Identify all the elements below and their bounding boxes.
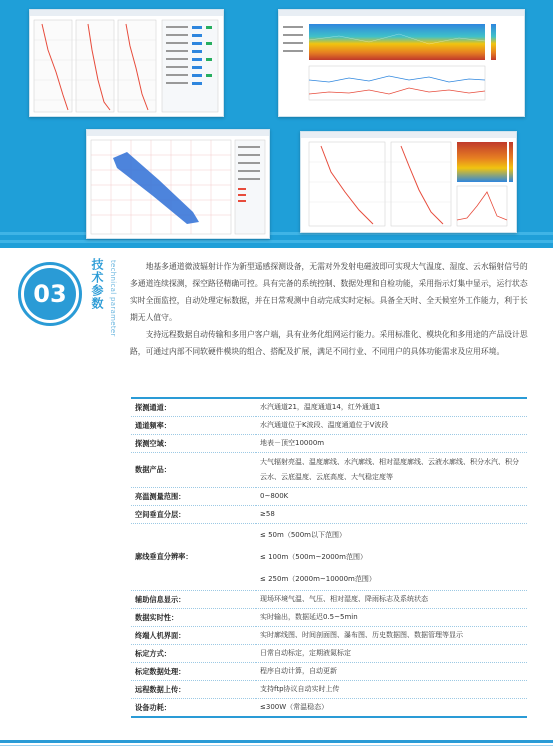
footer-rule xyxy=(0,740,553,743)
table-row xyxy=(131,488,527,506)
section-title: 技术参数 xyxy=(90,258,104,310)
table-row xyxy=(131,453,527,488)
spec-key: 标定方式： xyxy=(135,648,171,658)
spec-key: 亮温测量范围： xyxy=(135,491,186,501)
table-row xyxy=(131,524,527,591)
spec-value: 0~800K xyxy=(260,492,289,500)
intro-text xyxy=(130,258,530,360)
spec-key: 廓线垂直分辨率： xyxy=(135,552,193,561)
waterfall-screenshot xyxy=(86,129,270,239)
section-number-badge xyxy=(18,262,82,326)
spec-value: 程序自动计算，自动更新 xyxy=(260,667,337,675)
spec-value: 地表－顶空10000m xyxy=(260,439,325,447)
spec-value: 实时廓线图、时间剖面图、瀑布图、历史数据图、数据管理等显示 xyxy=(260,631,463,639)
footer-rule-thin xyxy=(0,745,553,746)
intro-paragraph-1: 地基多通道微波辐射计作为新型遥感探测设备，无需对外发射电磁波即可实现大气温度、湿度、云水辐射信号的多通道连续探测，探空路径精确可控。具有完备的系统控制、数据处理和自检功能，采用指示灯集中显示，运行状态实时全面监控，自动处理定标数据，并在日常观测中自动完成实时定标。具备全天时、全天候室外工作能力，利于长期无人值守。 xyxy=(130,262,528,322)
spec-value: 现场环境气温、气压、相对湿度、降雨标志及系统状态 xyxy=(260,595,428,603)
table-row xyxy=(131,591,527,609)
spec-value: ≤ 100m（500m~2000m范围） xyxy=(260,553,367,561)
spec-value: 水汽通道位于K波段、温度通道位于V波段 xyxy=(260,421,389,429)
spec-value: ≥58 xyxy=(260,510,275,518)
time-section-screenshot xyxy=(278,9,525,117)
spec-key: 探测空域： xyxy=(135,438,171,448)
spec-key: 空间垂直分层： xyxy=(135,509,186,519)
spec-key: 探测通道： xyxy=(135,402,171,412)
band-stripe xyxy=(0,240,553,243)
multi-panel-screenshot xyxy=(300,131,517,233)
table-row xyxy=(131,417,527,435)
spec-value: 水汽通道21，温度通道14，红外通道1 xyxy=(260,403,381,411)
table-row xyxy=(131,699,527,718)
spec-value: 日常自动标定，定期液氮标定 xyxy=(260,649,351,657)
table-row xyxy=(131,645,527,663)
spec-value: 大气辐射亮温、温度廓线、水汽廓线、相对湿度廓线、云液水廓线、积分水汽、积分云水、云底温度、云底高度、大气稳定度等 xyxy=(260,458,519,481)
spec-key: 数据实时性： xyxy=(135,612,179,622)
table-row xyxy=(131,609,527,627)
spec-value: ≤ 250m（2000m~10000m范围） xyxy=(260,575,376,583)
table-row xyxy=(131,435,527,453)
spec-value-list xyxy=(256,524,527,591)
spec-key: 辅助信息显示： xyxy=(135,594,186,604)
table-row xyxy=(131,398,527,417)
table-row xyxy=(131,681,527,699)
spec-value: ≤300W（常温稳态） xyxy=(260,703,329,711)
spec-key: 远程数据上传： xyxy=(135,684,186,694)
spec-key: 数据产品： xyxy=(135,465,171,474)
profile-screenshot xyxy=(29,9,224,117)
spec-key: 设备功耗： xyxy=(135,702,171,712)
spec-key: 通道频率： xyxy=(135,420,171,430)
spec-table xyxy=(131,397,527,718)
table-row xyxy=(131,506,527,524)
spec-key: 标定数据处理： xyxy=(135,666,186,676)
section-subtitle: technical parameter xyxy=(109,260,117,337)
intro-paragraph-2: 支持远程数据自动传输和多用户客户端，具有业务化组网运行能力。采用标准化、模块化和多用途的产品设计思路，可通过内部不同软硬件模块的组合、搭配及扩展，满足不同行业、不同用户的具体功能需求及应用环境。 xyxy=(130,330,528,356)
section-number: 03 xyxy=(24,268,76,320)
spec-value: 实时输出，数据延迟0.5~5min xyxy=(260,613,358,621)
table-row xyxy=(131,627,527,645)
spec-key: 终端人机界面： xyxy=(135,630,186,640)
spec-value: 支持ftp协议自动实时上传 xyxy=(260,685,340,693)
spec-value: ≤ 50m（500m以下范围） xyxy=(260,531,346,539)
table-row xyxy=(131,663,527,681)
